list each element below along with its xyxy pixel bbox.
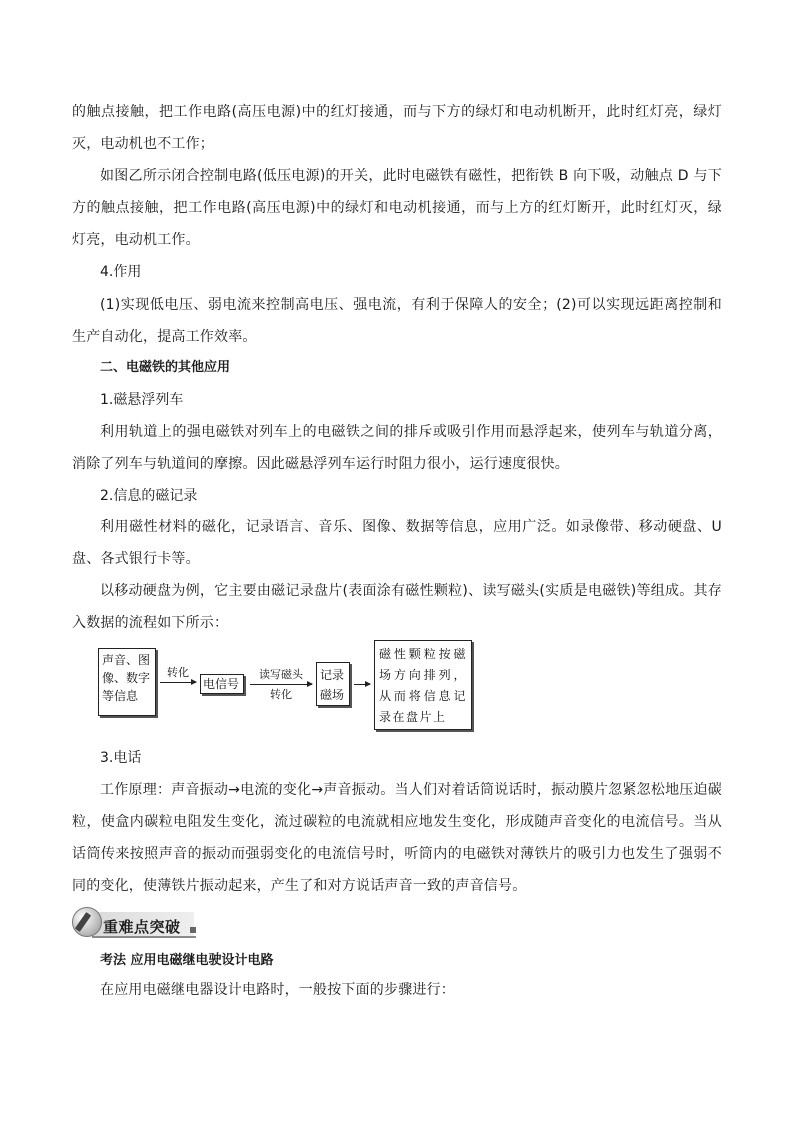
heading-other-applications: 二、电磁铁的其他应用 bbox=[100, 360, 231, 375]
flow-box-recording-field bbox=[316, 662, 350, 706]
heading-telephone: 3.电话 bbox=[100, 750, 142, 766]
paragraph-maglev: 利用轨道上的强电磁铁对列车上的电磁铁之间的排斥或吸引作用而悬浮起来，使列车与轨道分离，消除了列车与轨道间的摩擦。因此磁悬浮列车运行时阻力很小，运行速度很快。 bbox=[72, 424, 722, 472]
paragraph-function: (1)实现低电压、弱电流来控制高电压、强电流，有利于保障人的安全；(2)可以实现远距离控制和生产自动化，提高工作效率。 bbox=[72, 297, 722, 345]
flow-box-disk-result-text: 磁性颗粒按磁场方向排列，从而将信息记录在盘片上 bbox=[379, 647, 467, 724]
paragraph-hard-disk: 以移动硬盘为例，它主要由磁记录盘片(表面涂有磁性颗粒)、读写磁头(实质是电磁铁)等组成。其存入数据的流程如下所示： bbox=[72, 583, 722, 631]
pencil-circle-icon bbox=[72, 907, 102, 937]
flow-box-information-text: 声音、图像、数字等信息 bbox=[102, 653, 151, 703]
paragraph-telephone: 工作原理：声音振动→电流的变化→声音振动。当人们对着话筒说话时，振动膜片忽紧忽松地压迫碳粒，使盒内碳粒电阻发生变化，流过碳粒的电流就相应地发生变化，形成随声音变化的电流信号。当从话筒传来按照声音的振动而强弱变化的电流信号时，听筒内的电磁铁对薄铁片的吸引力也发生了强弱不同的变化，使薄铁片振动起来，产生了和对方说话声音一致的声音信号。 bbox=[72, 782, 722, 894]
flow-arrow1-label: 转化 bbox=[167, 666, 189, 679]
key-points-banner bbox=[72, 907, 196, 941]
flow-arrow-1 bbox=[160, 682, 196, 683]
heading-magnetic-recording: 2.信息的磁记录 bbox=[100, 488, 198, 504]
flow-box-recording-field-text: 记录磁场 bbox=[320, 668, 345, 702]
paragraph-green-light: 如图乙所示闭合控制电路(低压电源)的开关，此时电磁铁有磁性，把衔铁 B 向下吸，动触点 D 与下方的触点接触，把工作电路(高压电源)中的绿灯和电动机接通，而与上方的红灯断开，此时红灯灭，绿灯亮，电动机工作。 bbox=[72, 168, 722, 248]
flow-box-electric-signal-text: 电信号 bbox=[203, 677, 240, 691]
flow-box-disk-result bbox=[374, 640, 472, 730]
heading-method: 考法 应用电磁继电驶设计电路 bbox=[100, 953, 274, 968]
flow-arrow2-top-label: 读写磁头 bbox=[259, 668, 303, 681]
flow-arrow2-bottom-label: 转化 bbox=[270, 688, 292, 701]
heading-function: 4.作用 bbox=[100, 264, 142, 280]
paragraph-red-light: 的触点接触，把工作电路(高压电源)中的红灯接通，而与下方的绿灯和电动机断开，此时红灯亮，绿灯灭，电动机也不工作； bbox=[72, 104, 722, 152]
flow-box-information bbox=[98, 648, 156, 716]
banner-title: 重难点突破 bbox=[103, 918, 181, 936]
flow-arrow-3 bbox=[354, 684, 370, 685]
flow-arrow-2 bbox=[250, 684, 312, 685]
heading-maglev: 1.磁悬浮列车 bbox=[100, 392, 184, 408]
flow-box-electric-signal bbox=[200, 674, 244, 694]
data-storage-flow-diagram bbox=[98, 640, 488, 736]
paragraph-magnetic-recording: 利用磁性材料的磁化，记录语言、音乐、图像、数据等信息，应用广泛。如录像带、移动硬盘、U 盘、各式银行卡等。 bbox=[72, 519, 722, 567]
paragraph-steps: 在应用电磁继电器设计电路时，一般按下面的步骤进行： bbox=[100, 982, 455, 998]
